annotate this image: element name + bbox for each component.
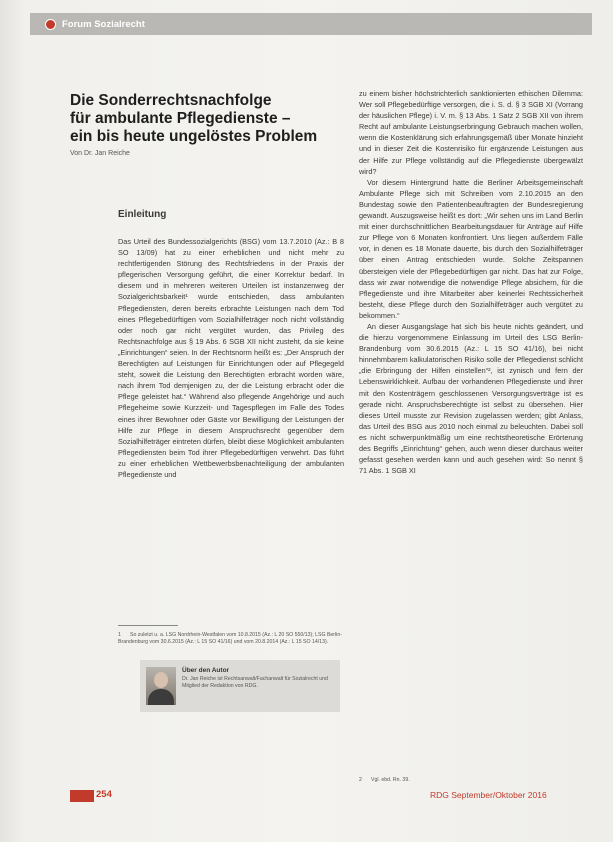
section-heading: Einleitung (118, 209, 167, 220)
article-title (70, 92, 340, 146)
author-box-title: Über den Autor (182, 667, 230, 674)
footnote-number: 2 (359, 777, 362, 783)
footnote-number: 1 (118, 632, 121, 638)
right-column (359, 88, 583, 778)
footnote-divider (118, 625, 178, 626)
footnote-text: So zuletzt u. a. LSG Nordrhein-Westfalen vom 10.8.2015 (Az.: L 20 SO 550/13); LSG Berlin-Brandenburg vom 30.6.2015 (Az.: L 15 SO 41/16) und vom 20.8.2014 (Az.: L 15 SO 14/13). (118, 632, 342, 646)
paragraph: Vor diesem Hintergrund hatte die Berliner Arbeitsgemeinschaft Ambulante Pflege sich mit Schreiben vom 2.10.2015 an den Bundestag sowie den Patientenbeauftragten der Bundesregierung gewandt. Auszugsweise heißt es dort: „Wir sehen uns im Land Berlin mit einer durchschnittlichen Bearbeitungsdauer für Anträge auf Hilfe zur Pflege von 6 Monaten konfrontiert. Uns liegen außerdem Fälle vor, in denen es 18 Monate dauerte, bis durch den Sozialhilfeträger über einen Antrag entschieden wurde. Solche Zeitspannen übersteigen viele der Pflegebedürftigen gar nicht. Das hat zur Folge, dass wir zwar notwendige die notwendige Pflege absichern, für die Pflegedienste und ihre Mitarbeiter aber keinerlei Rechtssicherheit besteht, diese Pflege durch den Sozialhilfeträger auch vergütet zu bekommen.“ (359, 177, 583, 320)
author-photo-body (148, 689, 174, 705)
section-header-bar (30, 13, 592, 35)
journal-issue: RDG September/Oktober 2016 (430, 790, 547, 800)
author-photo (146, 667, 176, 705)
footnote (118, 632, 344, 647)
paragraph: Das Urteil des Bundessozialgerichts (BSG) vom 13.7.2010 (Az.: B 8 SO 13/09) hat zu einer erheblichen und nicht mehr zu rechtfertigenden Störung des Rechtsfriedens in der Praxis der pflegerischen Versorgung geführt, die einer Korrektur bedarf. In diesem und in mehreren weiteren Urteilen ist instanzenweg der Sozialgerichtsbarkeit¹ wurde entschieden, dass ambulanten Pflegediensten, deren bereits erbrachte Leistungen nach dem Tod eines Pflegebedürftigen vom Sozialhilfeträger noch nicht vollständig oder noch gar nicht vergütet wurden, das Privileg des Rechtsnachfolge aus § 19 Abs. 6 SGB XII nicht zusteht, da sie keine „Einrichtungen“ seien. In der Rechtsnorm heißt es: „Der Anspruch der Berechtigten auf Leistungen für Einrichtungen oder auf Pflegegeld steht, soweit die Leistung den Berechtigten erbracht worden wäre, nach ihrem Tod demjenigen zu, der die Leistung erbracht oder die Pflege geleistet hat.“ Während also pflegende Angehörige und auch Pflegeheime sowie Kurzzeit- und Tagespflegen im Falle des Todes eines ihrer Bewohner oder Gäste vor Bewilligung der Leistungen der Hilfe zur Pflege in diesem Anspruchsrecht gegenüber dem Sozialhilfeträger eintreten dürfen, bleibt diese Möglichkeit ambulanten Pflegediensten beim Tod ihrer Pflegebedürftigen verwehrt. Das führt zu einer erheblichen Wettbewerbsbenachteiligung der ambulanten Pflegedienste und (118, 237, 344, 479)
article-title-line: für ambulante Pflegedienste – (70, 110, 291, 127)
section-bullet-icon (45, 19, 56, 30)
article-author: Von Dr. Jan Reiche (70, 150, 130, 157)
footnote-text: Vgl. ebd. Rn. 39. (371, 777, 410, 783)
page-number-marker (70, 790, 94, 802)
author-info-box (140, 660, 340, 712)
footnote (359, 777, 583, 783)
author-box-text: Dr. Jan Reiche ist Rechtsanwalt/Fachanwalt für Sozialrecht und Mitglied der Redaktion von RDG. (182, 676, 328, 689)
left-column (118, 236, 344, 601)
article-title-line: ein bis heute ungelöstes Problem (70, 128, 318, 145)
author-photo-head (154, 672, 168, 688)
paragraph: zu einem bisher höchstrichterlich sanktionierten ethischen Dilemma: Wer soll Pflegebedürftige versorgen, die i. S. d. § 3 SGB XI (Vorrang der häuslichen Pflege) i. V. m. § 13 Abs. 1 Satz 2 SGB XII von ihrem Recht auf ambulante Leistungserbringung Gebrauch machen wollen, wenn die Kostenklärung sich erfahrungsgemäß über Monate hinzieht und in dieser Zeit die Kostenrisiko für ergänzende Leistungen aus der Hilfe zur Pflege vollständig auf die Pflegedienste übergewälzt wird? (359, 89, 583, 176)
page-number: 254 (96, 789, 112, 800)
article-title-line: Die Sonderrechtsnachfolge (70, 92, 272, 109)
section-label: Forum Sozialrecht (62, 18, 145, 30)
paragraph: An dieser Ausgangslage hat sich bis heute nichts geändert, und die hierzu vorgenommene Einlassung im Urteil des LSG Berlin-Brandenburg vom 30.6.2015 (Az.: L 15 SO 41/16), bei nicht hinnehmbarem kalkulatorischen Risiko solle der Pflegedienst schlicht „die Erbringung der Hilfen einstellen“², ist zynisch und fern der Lebenswirklichkeit. Aufbau der vorhandenen Pflegedienste und ihrer mit den Kostenträgern geschlossenen Versorgungsverträge ist es gerade nicht. Anspruchsberechtigte ist selbst zu übersehen. Hier dieses Urteil musste zur Revision zugelassen werden; gibt Anlass, das Urteil des BSG aus 2010 noch einmal zu beleuchten. Dabei soll es nicht schwerpunktmäßig um eine rechtstheoretische Erörterung des Begriffs „Einrichtung“ gehen, auch wenn dieser durchaus weiter gefasst gesehen werden kann und auch gesehen wird: So nennt § 71 Abs. 1 SGB XI (359, 321, 583, 476)
